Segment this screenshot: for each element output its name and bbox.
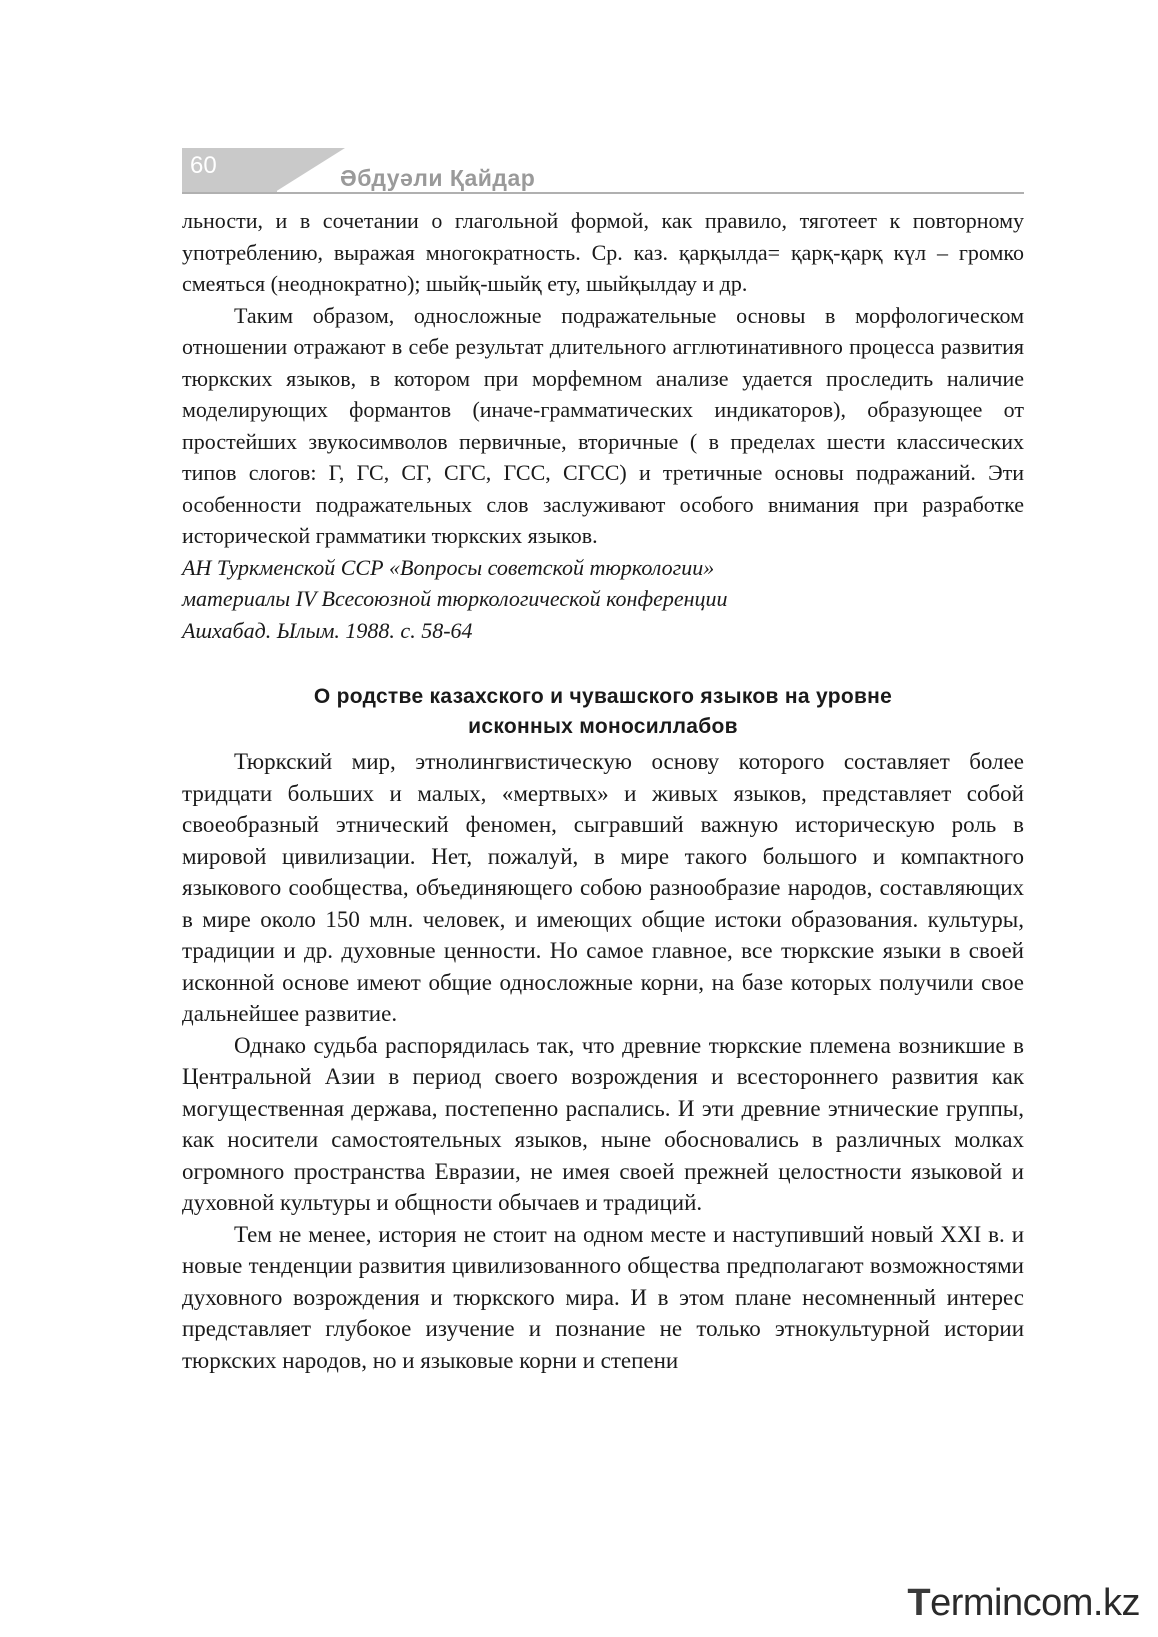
citation-line: материалы IV Всесоюзной тюркологической конференции [182,586,728,611]
page-number-tab-arrow [275,148,345,192]
watermark-text: erminc [930,1582,1042,1624]
paragraph: Тем не менее, история не стоит на одном месте и наступивший новый XXI в. и новые тенденции развития цивилизованного общества предполагают возможностями духовного возрождения и тюркского мира. И в этом плане несомненный интерес представляет глубокое изучение и познание не только этнокультурной истории тюркских народов, но и языковые корни и степени [182,1221,1024,1373]
section-title-line: О родстве казахского и чувашского языков на уровне [313,685,893,708]
running-head-author: Әбдуәли Қайдар [340,165,536,191]
page-body [182,205,1024,1376]
paragraph: Тюркский мир, этнолингвистическую основу которого составляет более тридцати больших и малых, «мертвых» и живых языков, представляет собой своеобразный этнический феномен, сыгравший важную историческую роль в мировой цивилизации. Нет, пожалуй, в мире такого большого и компактного языкового сообщества, объединяющего собою разнообразие народов, составляющих в мире около 150 млн. человек, и имеющих общие истоки образования. культуры, традиции и др. духовные ценности. Но самое главное, все тюркские языки в своей исконной основе имеют общие односложные корни, на базе которых получили свое дальнейшее развитие. [182,749,1024,1026]
watermark-o: o [1041,1582,1062,1624]
paragraph: Однако судьба распорядилась так, что древние тюркские племена возникшие в Центральной Азии в период своего возрождения и всестороннего развития как могущественная держава, постепенно распались. И эти древние этнические группы, как носители самостоятельных языков, ныне обосновались в различных молках огромного пространства Евразии, не имея своей прежней целостности языковой и духовной культуры и общности обычаев и традиций. [182,1032,1024,1215]
watermark-initial: T [907,1582,931,1624]
section-title [182,682,1024,742]
paragraph: Таким образом, односложные подражательные основы в морфологическом отношении отражают в себе результат длительного агглютинативного процесса развития тюркских языков, в котором при морфемном анализе удается проследить наличие моделирующих формантов (иначе-грамматических индикаторов), образующее от простейших звукосимволов первичные, вторичные ( в пределах шести классических типов слогов: Г, ГС, СГ, СГС, ГСС, СГСС) и третичные основы подражаний. Эти особенности подражательных слов заслуживают особого внимания при разработке исторической грамматики тюркских языков. [182,302,1024,548]
citation-block [182,552,1024,647]
citation-line: Ашхабад. Ылым. 1988. с. 58-64 [182,617,473,643]
paragraph-continued: льности, и в сочетании о глагольной формой, как правило, тяготеет к повторному употреблению, выражая многократность. Ср. каз. қарқылда= қарқ-қарқ күл – громко смеяться (неоднократно); шыйқ-шыйқ ету, шыйқылдау и др. [182,208,1024,296]
section-title-line: исконных моносиллабов [468,715,738,738]
header-rule [182,192,1024,194]
citation-line: АН Туркменской ССР «Вопросы советской тюркологии» [182,554,715,580]
watermark-end: m.kz [1061,1582,1140,1624]
watermark-logo [907,1582,1140,1625]
page-number: 60 [190,152,217,179]
section-body [182,746,1024,1376]
page-header [182,148,1024,196]
